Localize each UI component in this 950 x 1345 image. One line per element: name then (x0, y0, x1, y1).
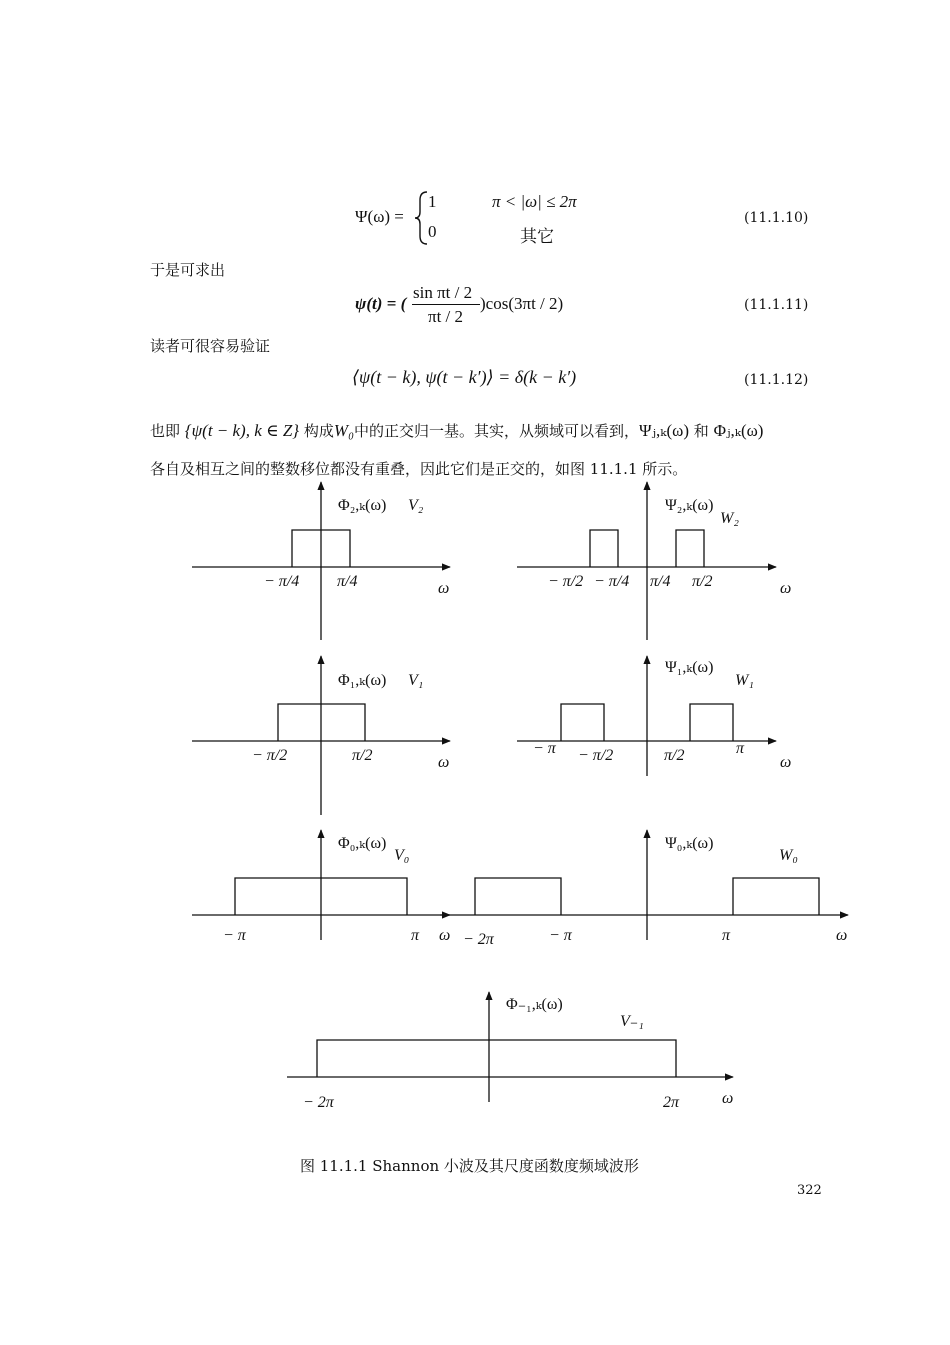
psi2-pulse-left (590, 530, 618, 567)
phi2-omega: ω (438, 580, 450, 597)
phi1-tick-pos: π/2 (352, 747, 373, 764)
eq10-lhs: Ψ(ω) = (355, 207, 404, 226)
psi2-tick-3: π/2 (692, 573, 713, 590)
psi0-tick-0: − 2π (463, 931, 494, 948)
psi1-tick-3: π (736, 740, 745, 757)
text-line-2: 读者可很容易验证 (150, 337, 271, 355)
para-basis-set: {ψ(t − k), k ∈ Z} (184, 421, 300, 440)
psi1-space: W₁ (735, 672, 754, 689)
psi1-omega: ω (780, 754, 792, 771)
phi2-title: Φ₂,ₖ(ω) (338, 497, 387, 514)
paragraph-line-2: 各自及相互之间的整数移位都没有重叠，因此它们是正交的，如图 11.1.1 所示。 (150, 460, 688, 478)
psi0-tick-2: π (722, 927, 731, 944)
para-w0: W₀ (333, 421, 354, 440)
eq11-numerator: sin πt / 2 (413, 283, 473, 302)
phi1-space: V₁ (408, 672, 424, 689)
psi0-omega: ω (836, 927, 848, 944)
eq12-number: (11.1.12) (744, 372, 809, 388)
phi1-tick-neg: − π/2 (252, 747, 288, 764)
phim1-tick-neg: − 2π (303, 1094, 334, 1111)
eq11-number: (11.1.11) (744, 297, 809, 313)
psi1-pulse-left (561, 704, 604, 741)
eq11-rhs: )cos(3πt / 2) (480, 294, 564, 313)
eq10-case2-condition: 其它 (520, 227, 554, 246)
eq11-denominator: πt / 2 (428, 307, 464, 326)
eq10-case1-value: 1 (428, 192, 437, 211)
psi2-title: Ψ₂,ₖ(ω) (665, 497, 714, 514)
para-text-b: 构成 (303, 422, 334, 440)
phim1-tick-pos: 2π (663, 1094, 680, 1111)
psi1-tick-0: − π (533, 740, 556, 757)
phi2-tick-neg: − π/4 (264, 573, 300, 590)
eq12-body: ⟨ψ(t − k), ψ(t − k′)⟩ = δ(k − k′) (352, 367, 577, 387)
eq10-case1-condition: π < |ω| ≤ 2π (492, 192, 577, 211)
psi0-tick-1: − π (549, 927, 572, 944)
figure-caption: 图 11.1.1 Shannon 小波及其尺度函数度频域波形 (300, 1157, 639, 1175)
phi0-tick-neg: − π (223, 927, 246, 944)
psi1-title: Ψ₁,ₖ(ω) (665, 659, 714, 676)
psi0-pulse-left (475, 878, 561, 915)
psi2-tick-2: π/4 (650, 573, 671, 590)
para-psi-jk: Ψⱼ,ₖ(ω) (639, 421, 689, 440)
psi2-tick-0: − π/2 (548, 573, 584, 590)
psi2-tick-1: − π/4 (594, 573, 630, 590)
para-phi-jk: Φⱼ,ₖ(ω) (713, 421, 764, 440)
phi1-title: Φ₁,ₖ(ω) (338, 672, 387, 689)
psi0-pulse-right (733, 878, 819, 915)
text-line-1: 于是可求出 (150, 261, 226, 279)
psi0-space: W₀ (779, 847, 798, 864)
psi2-omega: ω (780, 580, 792, 597)
phim1-title: Φ₋₁,ₖ(ω) (506, 996, 563, 1013)
psi1-tick-2: π/2 (664, 747, 685, 764)
psi1-tick-1: − π/2 (578, 747, 614, 764)
psi1-pulse-right (690, 704, 733, 741)
phi0-title: Φ₀,ₖ(ω) (338, 835, 387, 852)
phi0-tick-pos: π (411, 927, 420, 944)
phi2-tick-pos: π/4 (337, 573, 358, 590)
phi0-omega: ω (439, 927, 451, 944)
psi0-title: Ψ₀,ₖ(ω) (665, 835, 714, 852)
phi2-space: V₂ (408, 497, 424, 514)
para-text-c: 中的正交归一基。其实，从频域可以看到， (353, 422, 639, 440)
phim1-omega: ω (722, 1090, 734, 1107)
eq10-case2-value: 0 (428, 222, 437, 241)
para-text-a: 也即 (150, 422, 181, 440)
eq11-lhs: ψ(t) = ( (355, 294, 407, 313)
psi2-space: W₂ (720, 510, 739, 527)
psi2-pulse-right (676, 530, 704, 567)
phim1-space: V₋₁ (620, 1013, 644, 1030)
para-text-d: 和 (693, 422, 709, 440)
page-number: 322 (797, 1183, 822, 1198)
phim1-pulse (317, 1040, 676, 1077)
phi1-omega: ω (438, 754, 450, 771)
phi0-space: V₀ (394, 847, 410, 864)
eq10-number: (11.1.10) (744, 210, 809, 226)
